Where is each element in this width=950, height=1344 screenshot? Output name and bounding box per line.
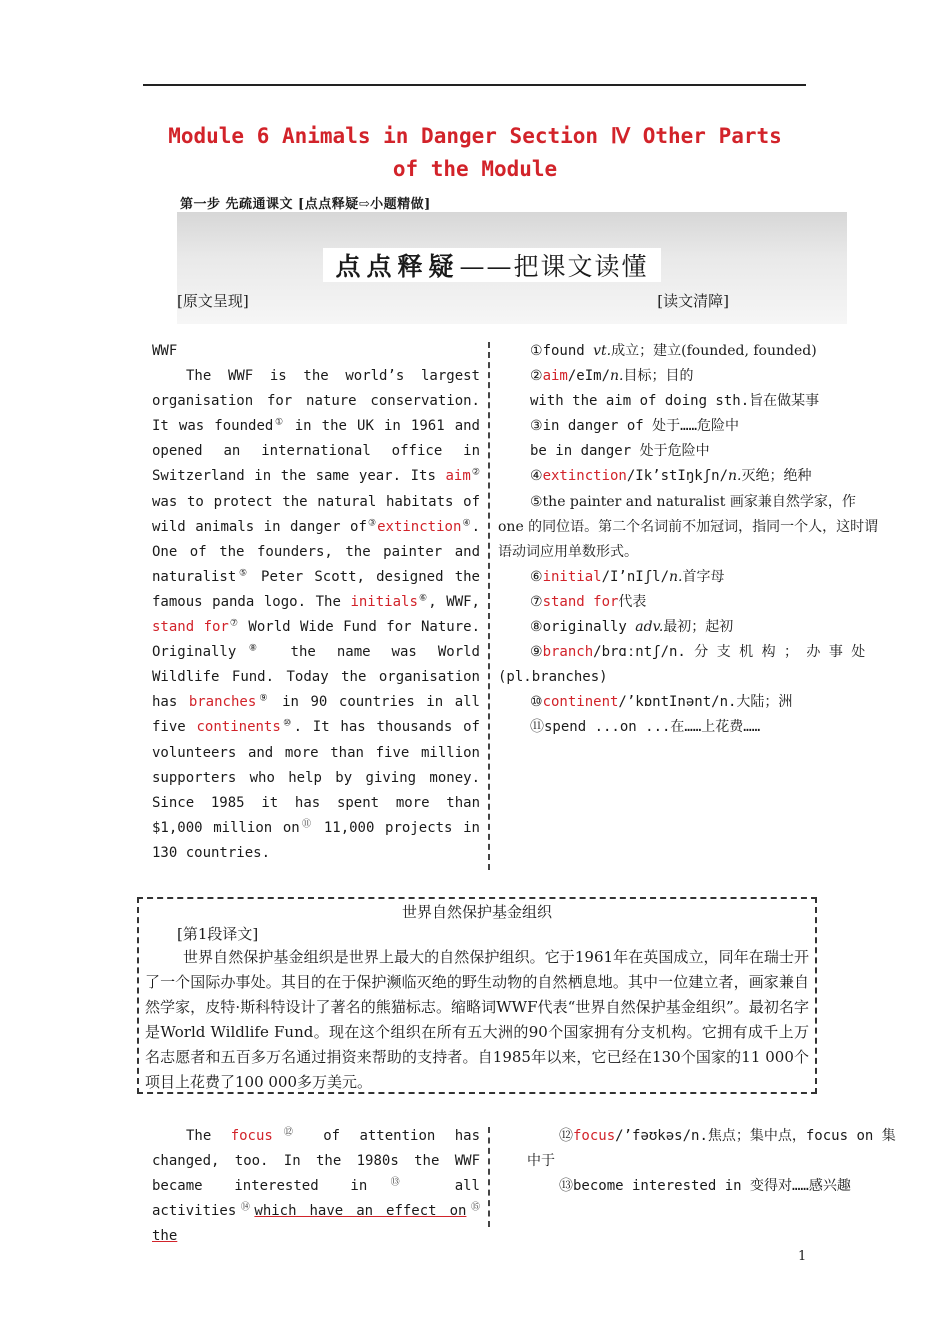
section-banner xyxy=(177,212,847,324)
page-title: Module 6 Animals in Danger Section Ⅳ Other Parts of the Module xyxy=(168,124,782,181)
step-label: 第一步 先疏通课文 [点点释疑⇨小题精做] xyxy=(180,197,431,212)
note-item: with the aim of doing sth.旨在做某事 xyxy=(530,393,820,410)
translation-heading: 世界自然保护基金组织 xyxy=(401,903,552,921)
banner-heading xyxy=(323,248,661,282)
original-text-label: [原文呈现] xyxy=(177,292,249,310)
note-item: ⑬become interested in 变得对……感兴趣 xyxy=(559,1178,851,1195)
note-item: ①found vt.成立；建立(founded, founded) xyxy=(530,343,817,359)
note-item: ⑨branch/brɑːntʃ/n. 分 支 机 构 ； 办 事 处 xyxy=(530,644,866,661)
keyword-continents: continents xyxy=(196,719,281,736)
note-item: be in danger 处于危险中 xyxy=(530,443,710,460)
note-item: ⑫focus/’fəʊkəs/n.焦点；集中点，focus on 集中于 xyxy=(527,1128,896,1170)
keyword-aim: aim xyxy=(445,468,471,485)
passage-original xyxy=(152,339,480,866)
note-item: ⑦stand for代表 xyxy=(530,593,647,610)
banner-heading-rest: ——把课文读懂 xyxy=(459,252,649,281)
keyword-focus: focus xyxy=(230,1128,273,1144)
column-divider xyxy=(488,342,490,870)
reading-notes-2 xyxy=(527,1124,899,1199)
note-item: ⑩continent/’kɒntInənt/n.大陆；洲 xyxy=(530,694,793,711)
note-item: ②aim/eIm/n.目标；目的 xyxy=(530,368,694,385)
passage-paragraph: The WWF is the world’s largest organisation for nature conservation. It was founded① in the UK in 1961 and opened an international office in Switzerland in the same year. Its aim② was to protect the natural habitats of wild animals in danger of③extinction④. One of the founders, the painter and naturalist⑤ Peter Scott, designed the famous panda logo. The initials⑥, WWF, stand for⑦ World Wide Fund for Nature. Originally⑧ the name was World Wildlife Fund. Today the organisation has branches⑨ in 90 countries in all five continents⑩. It has thousands of volunteers and more than five million supporters who help by giving money. Since 1985 it has spent more than $1,000 million on⑪ 11,000 projects in 130 countries. xyxy=(152,368,481,861)
page-number: 1 xyxy=(798,1249,807,1264)
note-item: ⑤the painter and naturalist 画家兼自然学家，作 one 的同位语。第二个名词前不加冠词，指同一个人，这时谓语动词应用单数形式。 xyxy=(498,493,879,560)
keyword-branches: branches xyxy=(188,694,257,711)
note-item: ③in danger of 处于……危险中 xyxy=(530,418,739,435)
passage-heading: WWF xyxy=(152,343,178,359)
banner-heading-bold: 点点释疑 xyxy=(335,252,460,281)
note-item: ⑧originally adv.最初；起初 xyxy=(530,619,734,636)
passage-original-2 xyxy=(152,1124,480,1249)
reading-notes-label: [读文清障] xyxy=(657,292,729,310)
translation-label: [第1段译文] xyxy=(177,925,259,943)
column-divider-2 xyxy=(488,1127,490,1227)
translation-box xyxy=(137,897,817,1094)
note-item: ⑥initial/I’nIʃl/n.首字母 xyxy=(530,568,725,585)
note-item: ④extinction/Ik’stIŋkʃn/n.灭绝；绝种 xyxy=(530,468,812,485)
note-item: (pl.branches) xyxy=(498,669,608,686)
keyword-initials: initials xyxy=(350,593,418,610)
translation-body: 世界自然保护基金组织是世界上最大的自然保护组织。它于1961年在英国成立，同年在瑞士开了一个国际办事处。其目的在于保护濒临灭绝的野生动物的自然栖息地。其中一位建立者，画家兼自然学家，皮特·斯科特设计了著名的熊猫标志。缩略词WWF代表“世界自然保护基金组织”。最初名字是World Wildlife Fund。现在这个组织在所有五大洲的90个国家拥有分支机构。它拥有成千上万名志愿者和五百多万名通过捐资来帮助的支持者。自1985年以来，它已经在130个国家的11 000个项目上花费了100 000多万美元。 xyxy=(145,948,809,1091)
top-rule xyxy=(143,84,806,86)
note-item: ⑪spend ...on ...在……上花费…… xyxy=(530,719,761,736)
keyword-extinction: extinction xyxy=(377,518,462,535)
keyword-stand-for: stand for xyxy=(152,619,229,636)
reading-notes xyxy=(498,339,883,741)
passage-paragraph-2: The focus⑫ of attention has changed, too. In the 1980s the WWF became interested in⑬ all activities⑭which have an effect on⑮ the xyxy=(152,1127,480,1245)
